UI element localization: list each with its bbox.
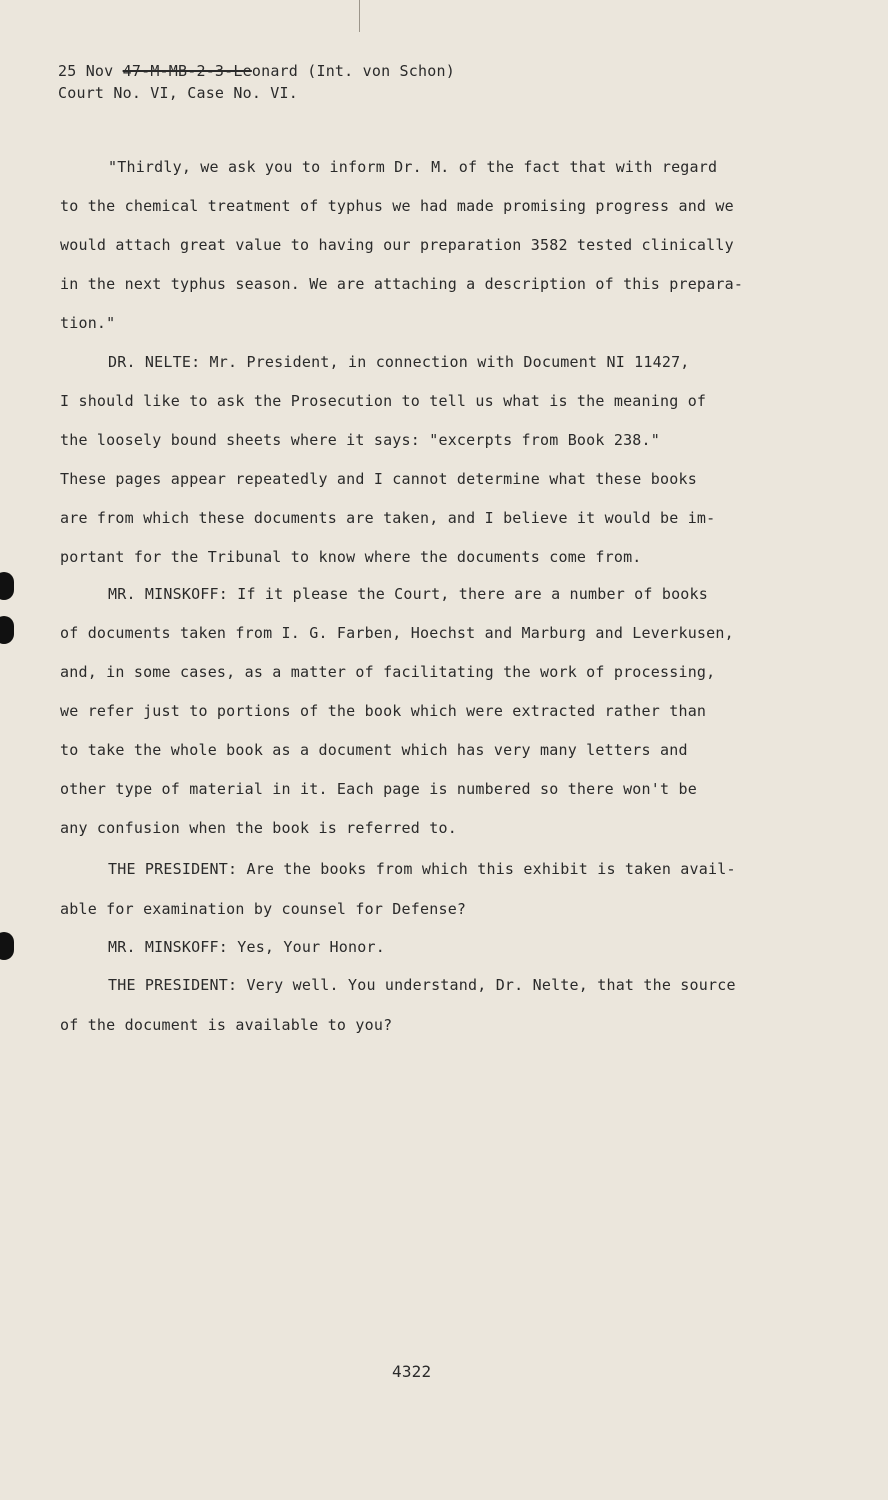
text-line: in the next typhus season. We are attaching a description of this prepara- <box>60 275 744 293</box>
header-reporter: onard (Int. von Schon) <box>251 62 455 80</box>
text-line: to take the whole book as a document which has very many letters and <box>60 741 688 759</box>
text-line: DR. NELTE: Mr. President, in connection with Document NI 11427, <box>108 353 690 371</box>
header-line-1 <box>58 62 455 80</box>
text-line: These pages appear repeatedly and I cannot determine what these books <box>60 470 697 488</box>
text-line: and, in some cases, as a matter of facilitating the work of processing, <box>60 663 716 681</box>
text-line: THE PRESIDENT: Very well. You understand, Dr. Nelte, that the source <box>108 976 736 994</box>
header-date: 25 Nov <box>58 62 123 80</box>
text-line: portant for the Tribunal to know where the documents come from. <box>60 548 642 566</box>
text-line: of documents taken from I. G. Farben, Hoechst and Marburg and Leverkusen, <box>60 624 734 642</box>
text-line: of the document is available to you? <box>60 1016 393 1034</box>
text-line: any confusion when the book is referred to. <box>60 819 457 837</box>
punch-hole <box>0 572 14 600</box>
text-line: we refer just to portions of the book which were extracted rather than <box>60 702 707 720</box>
page-number: 4322 <box>392 1362 432 1381</box>
text-line: able for examination by counsel for Defense? <box>60 900 467 918</box>
text-line: THE PRESIDENT: Are the books from which this exhibit is taken avail- <box>108 860 736 878</box>
header-struck-code: 47-M-MB-2-3-Le <box>122 62 252 80</box>
text-line: MR. MINSKOFF: If it please the Court, there are a number of books <box>108 585 708 603</box>
text-line: MR. MINSKOFF: Yes, Your Honor. <box>108 938 385 956</box>
text-line: tion." <box>60 314 116 332</box>
text-line: the loosely bound sheets where it says: "excerpts from Book 238." <box>60 431 660 449</box>
text-line: other type of material in it. Each page is numbered so there won't be <box>60 780 697 798</box>
text-line: "Thirdly, we ask you to inform Dr. M. of the fact that with regard <box>108 158 718 176</box>
fold-mark <box>359 0 360 32</box>
text-line: would attach great value to having our preparation 3582 tested clinically <box>60 236 734 254</box>
punch-hole <box>0 932 14 960</box>
text-line: are from which these documents are taken, and I believe it would be im- <box>60 509 716 527</box>
text-line: to the chemical treatment of typhus we had made promising progress and we <box>60 197 734 215</box>
punch-hole <box>0 616 14 644</box>
text-line: I should like to ask the Prosecution to tell us what is the meaning of <box>60 392 707 410</box>
header-line-2: Court No. VI, Case No. VI. <box>58 84 298 102</box>
